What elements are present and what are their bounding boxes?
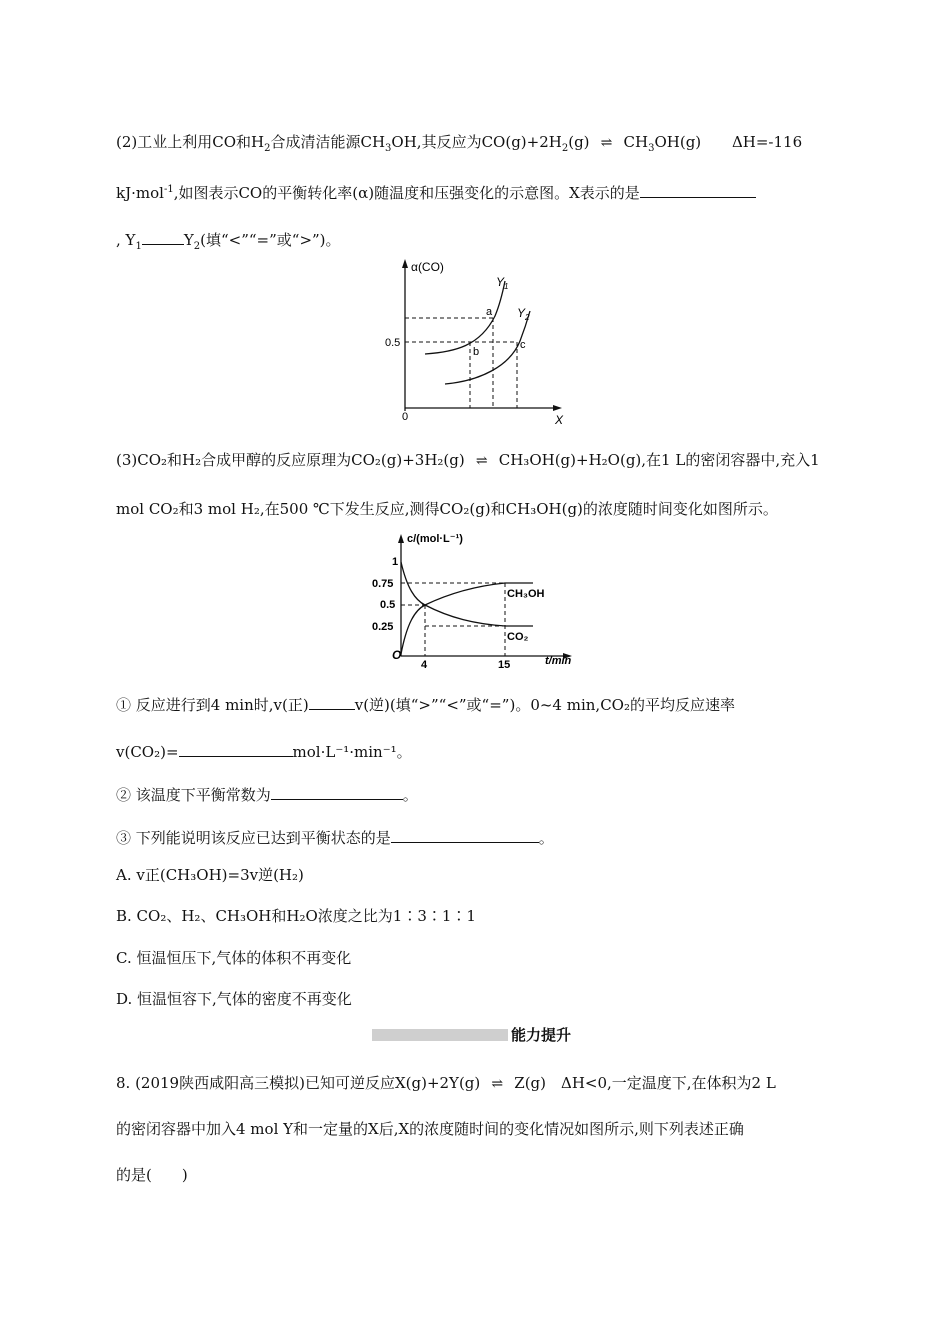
q2-text-d: (g) <box>568 133 590 151</box>
sub: 3 <box>385 143 392 154</box>
q3-text-b: CH₃OH(g)+H₂O(g),在1 L的密闭容器中,充入1 <box>498 451 820 469</box>
x-axis-label: t/min <box>545 655 572 667</box>
option-b: B. CO₂、H₂、CH₃OH和H₂O浓度之比为1∶3∶1∶1 <box>116 907 476 925</box>
origin-label: O <box>392 648 402 662</box>
q8-line1 <box>116 1073 776 1094</box>
q3-sub3 <box>116 826 554 848</box>
sup: -1 <box>163 184 174 195</box>
sub: 2 <box>264 143 271 154</box>
y2-label: Y <box>183 231 194 249</box>
q8-line3: 的是( ) <box>116 1166 188 1184</box>
answer-blank-rate-compare[interactable] <box>309 693 355 710</box>
q8-text-a: 8. (2019陕西咸阳高三模拟)已知可逆反应X(g)+2Y(g) <box>116 1074 481 1092</box>
equilibrium-arrow-icon: ⇌ <box>600 135 613 151</box>
sub3-text: ③ 下列能说明该反应已达到平衡状态的是 <box>116 829 391 847</box>
q3-text-c: mol CO₂和3 mol H₂,在500 ℃下发生反应,测得CO₂(g)和CH₃OH(g)的浓度随时间变化如图所示。 <box>116 500 778 518</box>
series-co2-label: CO₂ <box>507 631 529 643</box>
series-ch3oh-label: CH₃OH <box>507 588 545 600</box>
q3-text-a: (3)CO₂和H₂合成甲醇的反应原理为CO₂(g)+3H₂(g) <box>116 451 465 469</box>
curve-y1-label: $Y_1$ <box>496 275 509 291</box>
unit-text: kJ·mol <box>116 184 164 202</box>
sub: 1 <box>135 241 142 252</box>
option-d: D. 恒温恒容下,气体的密度不再变化 <box>116 990 352 1008</box>
sub1-unit: mol·L⁻¹·min⁻¹。 <box>292 743 412 761</box>
tick-0-75: 0.75 <box>372 578 394 590</box>
sub1-text-b: v(逆)(填“>”“<”或“=”)。0~4 min,CO₂的平均反应速率 <box>354 696 735 714</box>
sub2-end: 。 <box>402 786 418 804</box>
curve-y2-label: $Y_2$ <box>517 306 530 322</box>
tick-1: 1 <box>392 556 399 568</box>
y1-label: , Y <box>116 231 136 249</box>
q3-line2 <box>116 499 778 519</box>
tick-15: 15 <box>498 659 511 670</box>
sub3-end: 。 <box>538 829 554 847</box>
q3-sub2 <box>116 783 418 805</box>
tick-4: 4 <box>421 659 428 670</box>
q2-text-c: OH,其反应为CO(g)+2H <box>391 133 562 151</box>
tick-0-5: 0.5 <box>380 599 396 611</box>
sub1-text-c: v(CO₂)= <box>116 743 179 761</box>
section-bar <box>372 1029 508 1041</box>
q2-line3 <box>116 228 341 257</box>
q2-question-text: ,如图表示CO的平衡转化率(α)随温度和压强变化的示意图。X表示的是 <box>173 184 640 202</box>
fill-hint: (填“<”“=”或“>”)。 <box>200 231 341 249</box>
origin-label: 0 <box>402 411 409 423</box>
answer-blank-equilibrium[interactable] <box>391 826 539 843</box>
q2-text-b: 合成清洁能源CH <box>270 133 386 151</box>
concentration-time-chart <box>365 528 585 670</box>
q2-text-f: OH(g) <box>654 133 702 151</box>
tick-0-25: 0.25 <box>372 621 394 633</box>
alpha-co-chart <box>370 256 570 428</box>
x-axis-label: X <box>555 413 564 427</box>
answer-blank-x[interactable] <box>640 181 756 198</box>
option-a: A. v正(CH₃OH)=3v逆(H₂) <box>116 866 304 884</box>
q2-line2 <box>116 180 756 203</box>
y-axis-arrow-icon <box>398 534 404 543</box>
point-c-label: c <box>520 339 526 351</box>
point-a-label: a <box>486 306 493 318</box>
answer-blank-compare[interactable] <box>142 228 184 245</box>
sub2-text: ② 该温度下平衡常数为 <box>116 786 271 804</box>
option-c: C. 恒温恒压下,气体的体积不再变化 <box>116 949 352 967</box>
q8-text-b: Z(g) ΔH<0,一定温度下,在体积为2 L <box>514 1074 776 1092</box>
sub: 2 <box>561 143 569 154</box>
y-axis-label: α(CO) <box>411 260 444 274</box>
q3-line1 <box>116 450 820 471</box>
sub: 2 <box>193 241 201 252</box>
q2-text-e: CH <box>623 133 649 151</box>
point-b-label: b <box>473 346 480 358</box>
x-axis-arrow-icon <box>553 405 562 411</box>
q8-line2: 的密闭容器中加入4 mol Y和一定量的X后,X的浓度随时间的变化情况如图所示,则下列表述正确 <box>116 1120 744 1138</box>
equilibrium-arrow-icon: ⇌ <box>475 453 488 469</box>
q3-sub1-line1 <box>116 693 735 715</box>
q2-line1 <box>116 132 802 159</box>
section-title: 能力提升 <box>511 1026 572 1044</box>
y-axis-label: c/(mol·L⁻¹) <box>407 533 463 545</box>
answer-blank-rate[interactable] <box>179 740 293 757</box>
sub1-text-a: ① 反应进行到4 min时,v(正) <box>116 696 309 714</box>
sub: 3 <box>648 143 655 154</box>
equilibrium-arrow-icon: ⇌ <box>491 1076 504 1092</box>
q3-sub1-line2 <box>116 740 412 762</box>
tick-label-0-5: 0.5 <box>385 337 401 349</box>
y-axis-arrow-icon <box>402 259 408 268</box>
q2-text-a: (2)工业上利用CO和H <box>116 133 265 151</box>
enthalpy-value: ΔH=-116 <box>731 133 803 151</box>
answer-blank-k[interactable] <box>271 783 403 800</box>
